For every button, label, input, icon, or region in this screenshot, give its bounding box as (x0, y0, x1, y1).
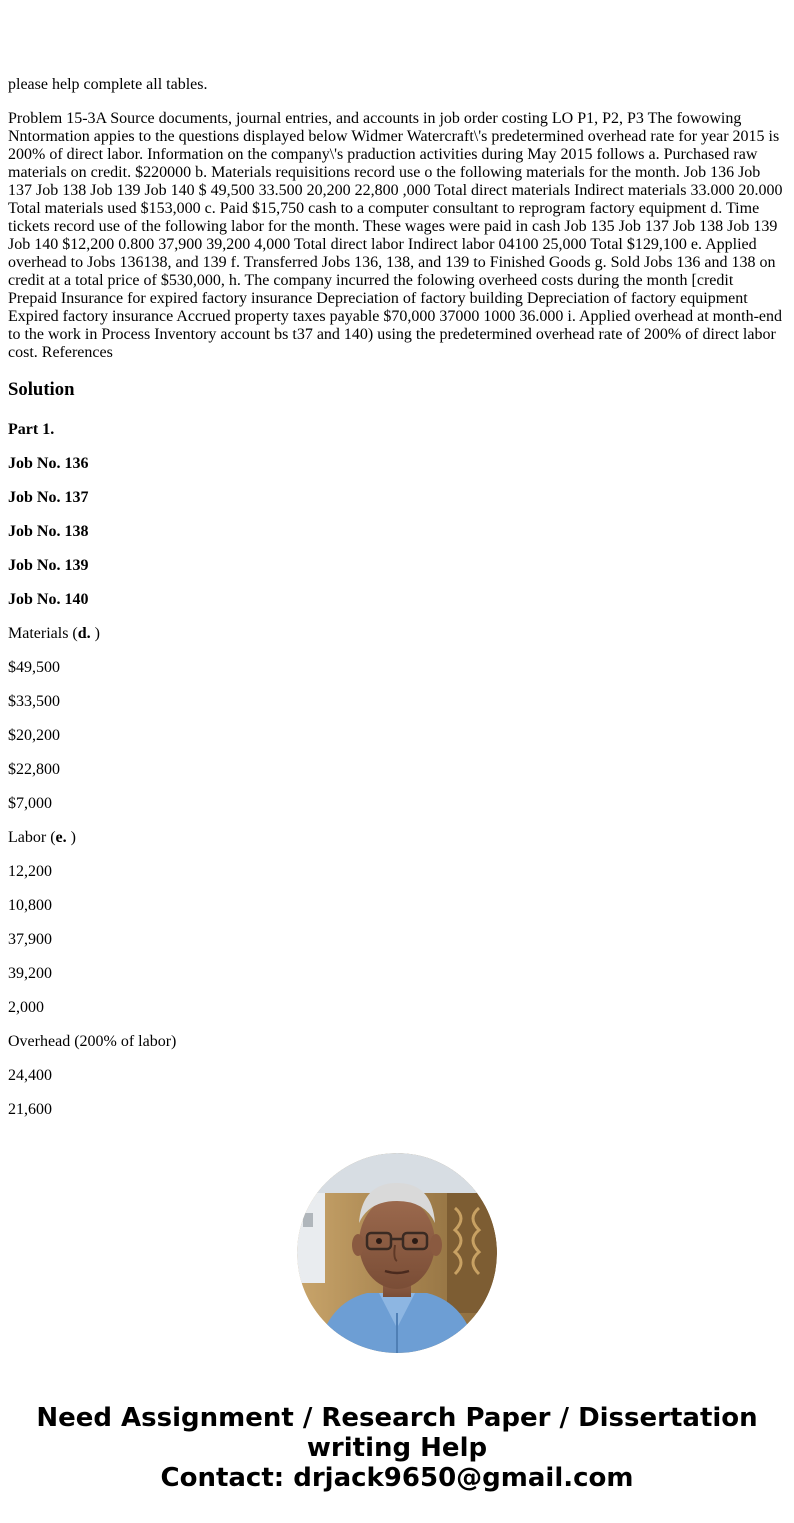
job-heading: Job No. 136 (8, 455, 89, 472)
labor-value: 37,900 (8, 931, 52, 948)
labor-label: Labor (e. ) (8, 829, 76, 846)
materials-value: $49,500 (8, 659, 60, 676)
materials-value: $7,000 (8, 795, 52, 812)
materials-value: $33,500 (8, 693, 60, 710)
labor-value: 12,200 (8, 863, 52, 880)
job-heading: Job No. 137 (8, 489, 89, 506)
overhead-value: 21,600 (8, 1101, 52, 1118)
labor-value: 2,000 (8, 999, 44, 1016)
promo-contact: Contact: drjack9650@gmail.com (160, 1463, 634, 1493)
avatar (297, 1153, 497, 1353)
intro-text: please help complete all tables. (8, 76, 208, 93)
job-heading: Job No. 139 (8, 557, 89, 574)
tutor-portrait (297, 1153, 497, 1353)
job-heading: Job No. 140 (8, 591, 89, 608)
part-label: Part 1. (8, 421, 55, 438)
problem-text: Problem 15-3A Source documents, journal entries, and accounts in job order costing LO P1, P2, P3 The fowowing Nntormation appies to the questions displayed below Widmer Watercraft\'s predetermined overhead rate for year 2015 is 200% of direct labor. Information on the company\'s praduction activities during May 2015 follows a. Purchased raw materials on credit. $220000 b. Materials requisitions record use o the following materials for the month. Job 136 Job 137 Job 138 Job 139 Job 140 $ 49,500 33.500 20,200 22,800 ,000 Total direct materials Indirect materials 33.000 20.000 Total materials used $153,000 c. Paid $15,750 cash to a computer consultant to reprogram factory equipment d. Time tickets record use of the following labor for the month. These wages were paid in cash Job 135 Job 137 Job 138 Job 139 Job 140 $12,200 0.800 37,900 39,200 4,000 Total direct labor Indirect labor 04100 25,000 Total $129,100 e. Applied overhead to Jobs 136138, and 139 f. Transferred Jobs 136, 138, and 139 to Finished Goods g. Sold Jobs 136 and 138 on credit at a total price of $530,000, h. The company incurred the folowing overheed costs during the month [credit Prepaid Insurance for expired factory insurance Depreciation of factory building Depreciation of factory equipment Expired factory insurance Accrued property taxes payable $70,000 37000 1000 36.000 i. Applied overhead at month-end to the work in Process Inventory account bs t37 and 140) using the predetermined overhead rate of 200% of direct labor cost. References (8, 110, 783, 361)
overhead-value: 24,400 (8, 1067, 52, 1084)
promo-line: Need Assignment / Research Paper / Dissertation (36, 1403, 758, 1433)
materials-label: Materials (d. ) (8, 625, 100, 642)
promo-line: writing Help (306, 1433, 488, 1463)
materials-value: $20,200 (8, 727, 60, 744)
materials-value: $22,800 (8, 761, 60, 778)
job-heading: Job No. 138 (8, 523, 89, 540)
solution-heading: Solution (8, 379, 75, 400)
contact-banner (0, 1403, 794, 1493)
labor-value: 39,200 (8, 965, 52, 982)
labor-value: 10,800 (8, 897, 52, 914)
overhead-label: Overhead (200% of labor) (8, 1033, 177, 1050)
